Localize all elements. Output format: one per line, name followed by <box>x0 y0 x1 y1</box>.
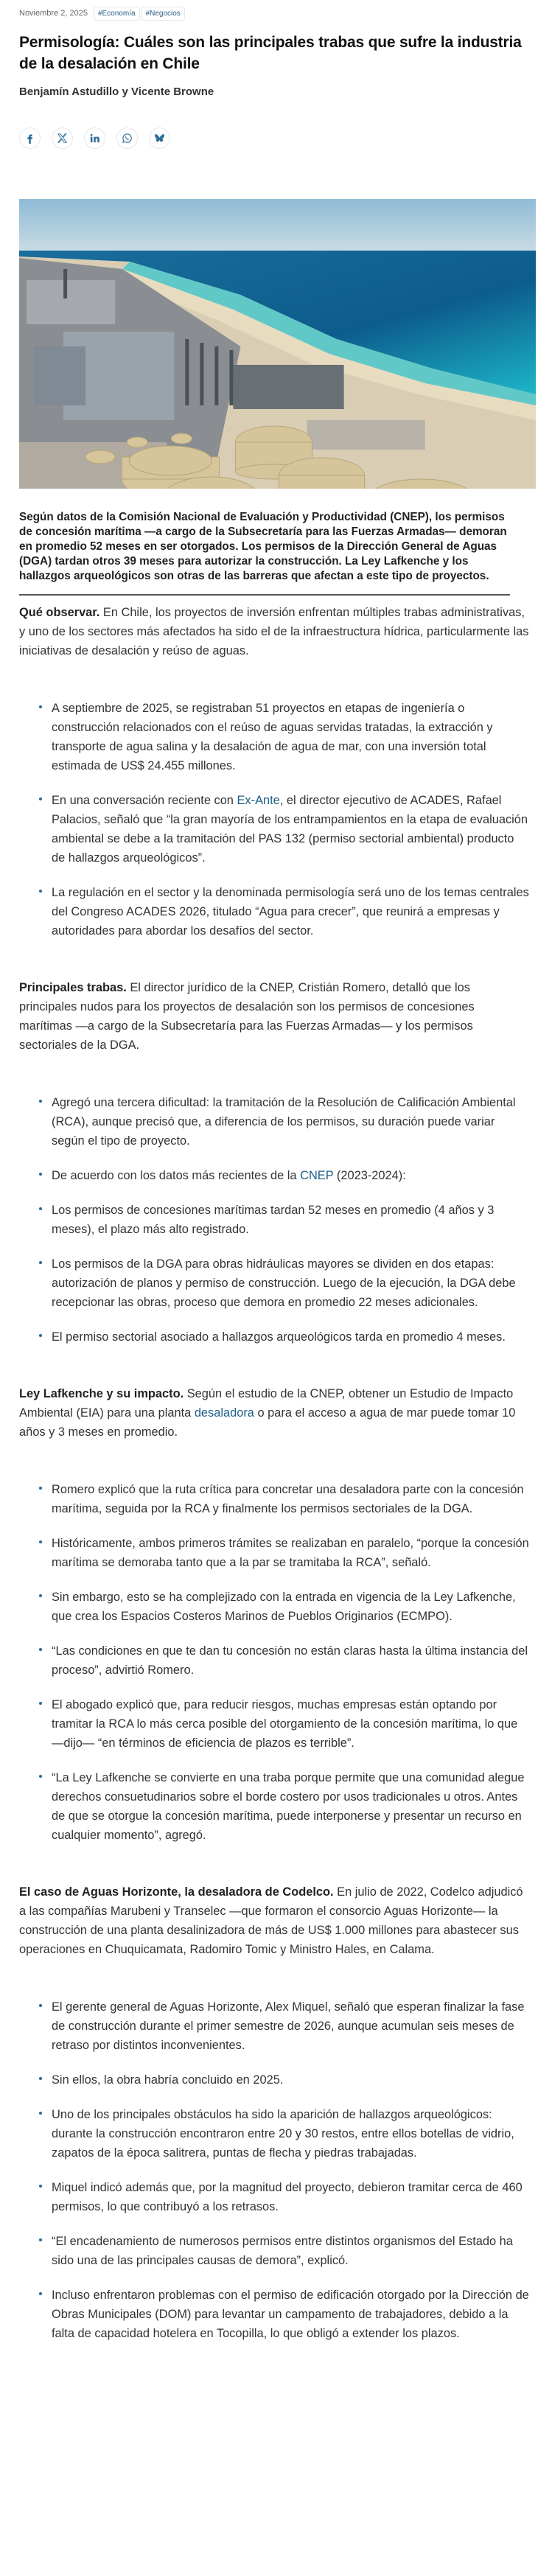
paragraph-aguas-horizonte <box>19 1882 531 1959</box>
hero-image-desalination-plant <box>19 199 536 489</box>
paragraph-text: El director jurídico de la CNEP, Cristián Romero, detalló que los principales nudos para los proyectos de desalación son los permisos de concesiones marítimas —a cargo de la Subsecretaría para las Fuerzas Armadas— y los permisos sectoriales de la DGA. <box>19 981 475 1052</box>
paragraph-text: Según el estudio de la CNEP, obtener un Estudio de Impacto Ambiental (EIA) para una planta <box>19 1387 514 1420</box>
share-x-button[interactable] <box>52 128 73 149</box>
whatsapp-icon <box>122 133 133 144</box>
paragraph-lead: Ley Lafkenche y su impacto. <box>19 1387 184 1400</box>
bullet-icon <box>39 2238 42 2241</box>
list-item-text: “La Ley Lafkenche se convierte en una traba porque permite que una comunidad alegue derechos consuetudinarios sobre el borde costero por usos tradicionales u otros. Antes de que se otorgue la concesión marítima, puede interponerse y presentar un recurso en cualquier momento”, agregó. <box>52 1771 525 1842</box>
list-item-text: “El encadenamiento de numerosos permisos entre distintos organismos del Estado ha sido una de las principales causas de demora”, explicó. <box>52 2235 513 2267</box>
list-item <box>19 883 531 940</box>
paragraph-text: En julio de 2022, Codelco adjudicó a las compañías Marubeni y Transelec —que formaron el consorcio Aguas Horizonte— la construcción de una planta desalinizadora de más de US$ 1.000 millones para abastecer sus operaciones en Chuquicamata, Radomiro Tomic y Ministro Hales, en Calama. <box>19 1885 523 1956</box>
bullet-icon <box>39 1648 42 1651</box>
list-item-text: Romero explicó que la ruta crítica para concretar una desaladora parte con la concesión marítima, seguida por la RCA y finalmente los permisos sectoriales de la DGA. <box>52 1483 524 1515</box>
list-item <box>19 1201 531 1239</box>
bullet-icon <box>39 2292 42 2295</box>
list-item <box>19 791 531 868</box>
bullet-icon <box>39 1702 42 1705</box>
bullet-icon <box>39 1100 42 1103</box>
article-title: Permisología: Cuáles son las principales trabas que sufre la industria de la desalación en Chile <box>19 34 522 72</box>
tag-negocios[interactable]: #Negocios <box>142 7 185 21</box>
bullet-icon <box>39 2185 42 2188</box>
paragraph-lead: El caso de Aguas Horizonte, la desaladora de Codelco. <box>19 1885 334 1899</box>
linkedin-icon <box>89 133 100 144</box>
bullet-icon <box>39 1775 42 1778</box>
paragraph-ley-lafkenche <box>19 1384 531 1442</box>
list-item-text: El permiso sectorial asociado a hallazgos arqueológicos tarda en promedio 4 meses. <box>52 1330 506 1344</box>
list-item-text: Los permisos de la DGA para obras hidráulicas mayores se dividen en dos etapas: autorización de planos y permiso de construcción. Luego de la ejecución, la DGA debe recepcionar las obras, proceso que demora en promedio 22 meses adicionales. <box>52 1257 516 1309</box>
bullet-icon <box>39 1594 42 1597</box>
list-item <box>19 1327 531 1347</box>
list-item <box>19 1997 531 2055</box>
list-item <box>19 2105 531 2163</box>
list-item <box>19 1480 531 1518</box>
list-item <box>19 2178 531 2216</box>
list-item-text: Miquel indicó además que, por la magnitud del proyecto, debieron tramitar cerca de 460 permisos, lo que contribuyó a los retrasos. <box>52 2181 523 2213</box>
bullet-icon <box>39 797 42 800</box>
paragraph-text: o para el acceso a agua de mar puede tomar 10 años y 3 meses en promedio. <box>19 1406 516 1439</box>
author-byline: Benjamín Astudillo y Vicente Browne <box>19 85 214 98</box>
list-item <box>19 699 531 775</box>
divider <box>19 594 510 596</box>
paragraph-lead: Principales trabas. <box>19 981 127 994</box>
list-item-text: Los permisos de concesiones marítimas tardan 52 meses en promedio (4 años y 3 meses), el plazo más alto registrado. <box>52 1204 495 1236</box>
list-item-text: Incluso enfrentaron problemas con el permiso de edificación otorgado por la Dirección de Obras Municipales (DOM) para levantar un campamento de trabajadores, debido a la falta de capacidad hotelera en Tocopilla, lo que obligó a extender los plazos. <box>52 2289 529 2340</box>
bullet-icon <box>39 1540 42 1543</box>
bullet-icon <box>39 2004 42 2007</box>
share-buttons <box>19 128 531 149</box>
list-item-text: El abogado explicó que, para reducir riesgos, muchas empresas están optando por tramitar la RCA lo más cerca posible del otorgamiento de la concesión marítima, lo que —dijo— “en términos de eficiencia de plazos es terrible”. <box>52 1698 518 1750</box>
bullet-icon <box>39 1173 42 1176</box>
list-item-text: Sin ellos, la obra habría concluido en 2025. <box>52 2073 284 2087</box>
list-item-text: Históricamente, ambos primeros trámites se realizaban en paralelo, “porque la concesión marítima se demoraba tanto que a la par se tramitaba la RCA”, señaló. <box>52 1537 529 1569</box>
bullet-list-1 <box>19 699 531 940</box>
list-item <box>19 1641 531 1680</box>
list-item-text: , el director ejecutivo de ACADES, Rafael Palacios, señaló que “la gran mayoría de los entrampamientos en la etapa de evaluación ambiental se debe a la tramitación del PAS 132 (permiso sectorial ambiental) producto de hallazgos arqueológicos”. <box>52 794 528 865</box>
tag-economia[interactable]: #Economía <box>94 7 140 21</box>
list-item-text: Sin embargo, esto se ha complejizado con la entrada en vigencia de la Ley Lafkenche, que crea los Espacios Costeros Marinos de Pueblos Originarios (ECMPO). <box>52 1591 516 1623</box>
list-item-text: La regulación en el sector y la denominada permisología será uno de los temas centrales del Congreso ACADES 2026, titulado “Agua para crecer”, que reunirá a empresas y autoridades para abordar los desafíos del sector. <box>52 886 529 938</box>
list-item-text: “Las condiciones en que te dan tu concesión no están claras hasta la última instancia del proceso”, advirtió Romero. <box>52 1644 528 1677</box>
list-item-text: (2023-2024): <box>333 1169 406 1182</box>
list-item-text: Uno de los principales obstáculos ha sido la aparición de hallazgos arqueológicos: durante la construcción encontraron entre 20 y 30 restos, entre ellos botellas de vidrio, zapatos de la época salitrera, puntas de flecha y piedras trabajadas. <box>52 2108 514 2160</box>
list-item <box>19 1093 531 1151</box>
paragraph-que-observar <box>19 603 531 660</box>
link-desaladora[interactable]: desaladora <box>194 1406 254 1420</box>
bullet-icon <box>39 705 42 708</box>
x-icon <box>57 133 68 144</box>
bullet-list-2 <box>19 1093 531 1347</box>
list-item <box>19 1588 531 1626</box>
list-item-text: A septiembre de 2025, se registraban 51 proyectos en etapas de ingeniería o construcción relacionados con el reúso de aguas servidas tratadas, la extracción y transporte de agua salina y la desalación de agua de mar, con una inversión total estimada de US$ 24.455 millones. <box>52 702 493 772</box>
list-item-text: En una conversación reciente con <box>52 794 237 807</box>
paragraph-text: En Chile, los proyectos de inversión enfrentan múltiples trabas administrativas, y uno de los sectores más afectados ha sido el de la infraestructura hídrica, particularmente las iniciativas de desalación y reúso de aguas. <box>19 606 529 657</box>
bullet-list-3 <box>19 1480 531 1845</box>
link-cnep[interactable]: CNEP <box>300 1169 334 1182</box>
link-ex-ante[interactable]: Ex-Ante <box>237 794 280 807</box>
share-bluesky-button[interactable] <box>149 128 170 149</box>
bullet-icon <box>39 2112 42 2115</box>
article <box>0 6 531 2343</box>
share-facebook-button[interactable] <box>19 128 41 149</box>
paragraph-principales-trabas <box>19 978 531 1055</box>
list-item <box>19 1254 531 1312</box>
bullet-icon <box>39 1487 42 1490</box>
article-meta <box>19 6 531 21</box>
list-item-text: Agregó una tercera dificultad: la tramitación de la Resolución de Calificación Ambiental (RCA), aunque precisó que, a diferencia de los permisos, su duración puede variar según el tipo de proyecto. <box>52 1096 516 1148</box>
bullet-icon <box>39 1207 42 1210</box>
share-whatsapp-button[interactable] <box>116 128 138 149</box>
list-item-text: El gerente general de Aguas Horizonte, Alex Miquel, señaló que esperan finalizar la fase de construcción durante el primer semestre de 2026, aunque acumulan seis meses de retraso por distintos inconvenientes. <box>52 2000 525 2052</box>
bullet-icon <box>39 1334 42 1337</box>
share-linkedin-button[interactable] <box>84 128 105 149</box>
paragraph-lead: Qué observar. <box>19 606 100 619</box>
bullet-icon <box>39 2077 42 2080</box>
bluesky-icon <box>154 133 165 144</box>
list-item <box>19 2070 531 2090</box>
list-item <box>19 2286 531 2343</box>
bullet-icon <box>39 890 42 893</box>
list-item-text: De acuerdo con los datos más recientes de la <box>52 1169 301 1182</box>
article-summary: Según datos de la Comisión Nacional de Evaluación y Productividad (CNEP), los permisos de concesión marítima —a cargo de la Subsecretaría para las Fuerzas Armadas— demoran en promedio 52 meses en ser otorgados. Los permisos de la Dirección General de Aguas (DGA) tardan otros 39 meses para autorizar la construcción. La Ley Lafkenche y los hallazgos arqueológicos son otras de las barreras que afectan a este tipo de proyectos. <box>19 511 507 582</box>
list-item <box>19 1166 531 1185</box>
facebook-icon <box>24 133 35 144</box>
list-item <box>19 1534 531 1572</box>
publish-date: Noviembre 2, 2025 <box>19 9 88 18</box>
bullet-icon <box>39 1261 42 1264</box>
list-item <box>19 1695 531 1753</box>
list-item <box>19 2232 531 2270</box>
bullet-list-4 <box>19 1997 531 2343</box>
list-item <box>19 1768 531 1845</box>
